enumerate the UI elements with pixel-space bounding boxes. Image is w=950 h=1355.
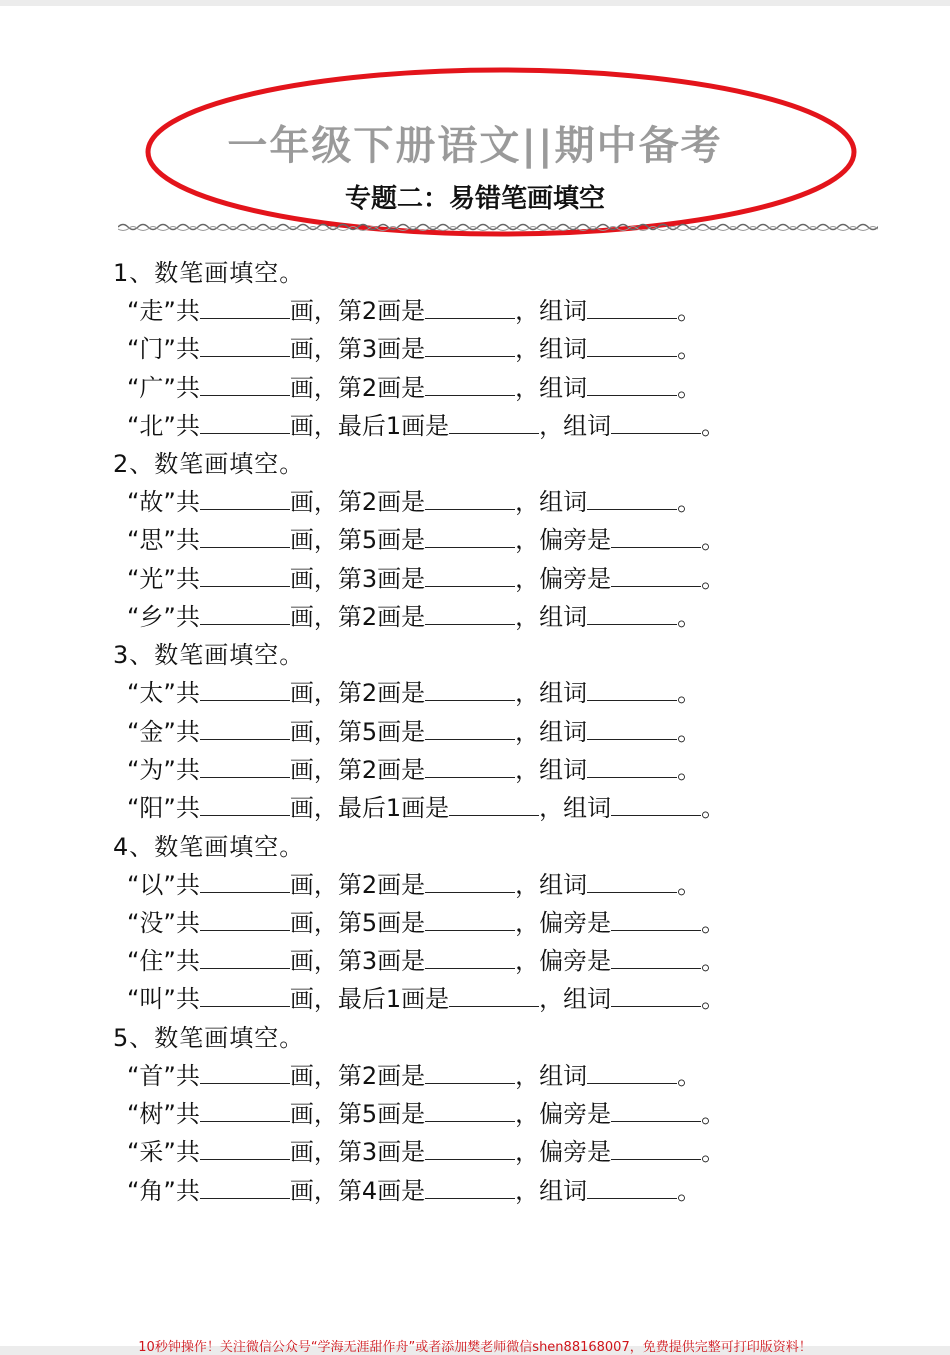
row-end-mark: 。 bbox=[677, 373, 702, 402]
stroke-question-label: 画，最后1画是 bbox=[289, 985, 450, 1014]
exercise-row bbox=[113, 292, 913, 330]
stroke-answer-blank[interactable] bbox=[425, 1139, 515, 1160]
row-end-mark: 。 bbox=[701, 908, 726, 937]
total-label: 共 bbox=[175, 947, 200, 976]
exercise-row bbox=[113, 483, 913, 521]
row-end-mark: 。 bbox=[677, 488, 702, 517]
stroke-count-blank[interactable] bbox=[200, 1101, 290, 1122]
tail-label: ，偏旁是 bbox=[515, 526, 612, 555]
target-character: “为” bbox=[127, 755, 176, 784]
stroke-answer-blank[interactable] bbox=[425, 1101, 515, 1122]
stroke-question-label: 画，第3画是 bbox=[289, 947, 426, 976]
stroke-question-label: 画，第2画是 bbox=[289, 297, 426, 325]
total-label: 共 bbox=[175, 526, 200, 555]
row-end-mark: 。 bbox=[677, 717, 702, 746]
exercise-row bbox=[113, 942, 913, 980]
total-label: 共 bbox=[175, 1138, 200, 1167]
stroke-count-blank[interactable] bbox=[200, 566, 290, 587]
stroke-answer-blank[interactable] bbox=[425, 489, 515, 510]
row-end-mark: 。 bbox=[701, 794, 726, 823]
exercise-row bbox=[113, 407, 913, 445]
tail-answer-blank[interactable] bbox=[611, 1101, 701, 1122]
exercise-row bbox=[113, 904, 913, 942]
row-end-mark: 。 bbox=[677, 679, 702, 708]
tail-label: ，组词 bbox=[515, 870, 588, 899]
stroke-count-blank[interactable] bbox=[200, 604, 290, 625]
row-end-mark: 。 bbox=[701, 411, 726, 440]
stroke-answer-blank[interactable] bbox=[425, 375, 515, 396]
stroke-count-blank[interactable] bbox=[200, 910, 290, 931]
stroke-count-blank[interactable] bbox=[200, 1063, 290, 1084]
total-label: 共 bbox=[175, 603, 200, 632]
exercise-row bbox=[113, 1172, 913, 1210]
stroke-question-label: 画，第2画是 bbox=[289, 870, 426, 899]
tail-answer-blank[interactable] bbox=[587, 604, 677, 625]
tail-answer-blank[interactable] bbox=[587, 1063, 677, 1084]
stroke-count-blank[interactable] bbox=[200, 489, 290, 510]
exercise-row bbox=[113, 751, 913, 789]
total-label: 共 bbox=[175, 1176, 200, 1205]
page-subtitle: 专题二：易错笔画填空 bbox=[344, 184, 605, 214]
stroke-answer-blank[interactable] bbox=[425, 336, 515, 357]
stroke-question-label: 画，第3画是 bbox=[289, 335, 426, 364]
stroke-question-label: 画，第5画是 bbox=[289, 1100, 426, 1129]
total-label: 共 bbox=[175, 755, 200, 784]
tail-answer-blank[interactable] bbox=[611, 566, 701, 587]
tail-label: ，组词 bbox=[539, 411, 612, 440]
tail-label: ，组词 bbox=[515, 603, 588, 632]
stroke-question-label: 画，第2画是 bbox=[289, 755, 426, 784]
stroke-question-label: 画，第4画是 bbox=[289, 1176, 426, 1205]
target-character: “广” bbox=[127, 373, 176, 402]
exercise-row bbox=[113, 674, 913, 712]
tail-answer-blank[interactable] bbox=[587, 757, 677, 778]
exercise-row bbox=[113, 866, 913, 904]
stroke-count-blank[interactable] bbox=[200, 375, 290, 396]
stroke-question-label: 画，第2画是 bbox=[289, 488, 426, 517]
target-character: “以” bbox=[127, 870, 176, 899]
tail-label: ，组词 bbox=[539, 985, 612, 1014]
tail-answer-blank[interactable] bbox=[611, 527, 701, 548]
row-end-mark: 。 bbox=[677, 1176, 702, 1205]
row-end-mark: 。 bbox=[677, 603, 702, 632]
stroke-question-label: 画，第3画是 bbox=[289, 1138, 426, 1167]
tail-answer-blank[interactable] bbox=[587, 1178, 677, 1199]
tail-label: ，组词 bbox=[539, 794, 612, 823]
stroke-answer-blank[interactable] bbox=[449, 413, 539, 434]
stroke-count-blank[interactable] bbox=[200, 298, 290, 319]
stroke-count-blank[interactable] bbox=[200, 757, 290, 778]
stroke-question-label: 画，第2画是 bbox=[289, 373, 426, 402]
tail-answer-blank[interactable] bbox=[611, 1139, 701, 1160]
stroke-answer-blank[interactable] bbox=[425, 872, 515, 893]
stroke-count-blank[interactable] bbox=[200, 413, 290, 434]
tail-label: ，偏旁是 bbox=[515, 1138, 612, 1167]
tail-label: ，组词 bbox=[515, 373, 588, 402]
section-heading: 3、数笔画填空。 bbox=[113, 641, 305, 670]
tail-label: ，偏旁是 bbox=[515, 947, 612, 976]
tail-label: ，偏旁是 bbox=[515, 1100, 612, 1129]
tail-answer-blank[interactable] bbox=[611, 413, 701, 434]
target-character: “北” bbox=[127, 411, 176, 440]
stroke-question-label: 画，第3画是 bbox=[289, 564, 426, 593]
section-heading: 2、数笔画填空。 bbox=[113, 450, 305, 479]
target-character: “思” bbox=[127, 526, 176, 555]
stroke-count-blank[interactable] bbox=[200, 527, 290, 548]
target-character: “树” bbox=[127, 1100, 176, 1129]
row-end-mark: 。 bbox=[677, 1061, 702, 1090]
total-label: 共 bbox=[175, 1061, 200, 1090]
stroke-question-label: 画，第5画是 bbox=[289, 526, 426, 555]
exercise-list bbox=[113, 254, 913, 1210]
tail-label: ，组词 bbox=[515, 335, 588, 364]
target-character: “太” bbox=[127, 679, 176, 708]
row-end-mark: 。 bbox=[701, 526, 726, 555]
total-label: 共 bbox=[175, 679, 200, 708]
total-label: 共 bbox=[175, 1100, 200, 1129]
stroke-count-blank[interactable] bbox=[200, 680, 290, 701]
total-label: 共 bbox=[175, 297, 200, 325]
tail-answer-blank[interactable] bbox=[611, 986, 701, 1007]
total-label: 共 bbox=[175, 373, 200, 402]
footer-notice: 10秒钟操作！关注微信公众号“学海无涯甜作舟”或者添加樊老师微信shen88168007，免费提供完整可打印版资料！ bbox=[138, 1340, 812, 1355]
tail-label: ，组词 bbox=[515, 1176, 588, 1205]
exercise-row bbox=[113, 713, 913, 751]
stroke-count-blank[interactable] bbox=[200, 986, 290, 1007]
row-end-mark: 。 bbox=[677, 297, 702, 325]
row-end-mark: 。 bbox=[701, 985, 726, 1014]
stroke-question-label: 画，第5画是 bbox=[289, 908, 426, 937]
stroke-answer-blank[interactable] bbox=[425, 757, 515, 778]
target-character: “门” bbox=[127, 335, 176, 364]
stroke-answer-blank[interactable] bbox=[425, 566, 515, 587]
stroke-count-blank[interactable] bbox=[200, 1178, 290, 1199]
stroke-question-label: 画，最后1画是 bbox=[289, 794, 450, 823]
page-title: 一年级下册语文||期中备考 bbox=[227, 123, 723, 169]
stroke-answer-blank[interactable] bbox=[425, 948, 515, 969]
target-character: “走” bbox=[127, 297, 176, 325]
exercise-row bbox=[113, 789, 913, 827]
target-character: “金” bbox=[127, 717, 176, 746]
stroke-answer-blank[interactable] bbox=[425, 680, 515, 701]
stroke-answer-blank[interactable] bbox=[425, 1178, 515, 1199]
target-character: “阳” bbox=[127, 794, 176, 823]
target-character: “故” bbox=[127, 488, 176, 517]
exercise-row bbox=[113, 330, 913, 368]
stroke-question-label: 画，第2画是 bbox=[289, 1061, 426, 1090]
target-character: “没” bbox=[127, 908, 176, 937]
tail-answer-blank[interactable] bbox=[587, 719, 677, 740]
target-character: “乡” bbox=[127, 603, 176, 632]
section-heading: 4、数笔画填空。 bbox=[113, 832, 305, 861]
stroke-question-label: 画，第2画是 bbox=[289, 679, 426, 708]
tail-answer-blank[interactable] bbox=[587, 872, 677, 893]
row-end-mark: 。 bbox=[677, 755, 702, 784]
stroke-question-label: 画，第2画是 bbox=[289, 603, 426, 632]
stroke-count-blank[interactable] bbox=[200, 872, 290, 893]
total-label: 共 bbox=[175, 488, 200, 517]
tail-label: ，组词 bbox=[515, 755, 588, 784]
target-character: “叫” bbox=[127, 985, 176, 1014]
total-label: 共 bbox=[175, 717, 200, 746]
row-end-mark: 。 bbox=[701, 1138, 726, 1167]
wave-divider bbox=[118, 220, 878, 234]
tail-answer-blank[interactable] bbox=[587, 680, 677, 701]
stroke-answer-blank[interactable] bbox=[425, 910, 515, 931]
total-label: 共 bbox=[175, 794, 200, 823]
exercise-row bbox=[113, 980, 913, 1018]
section-heading: 5、数笔画填空。 bbox=[113, 1023, 305, 1052]
tail-label: ，组词 bbox=[515, 297, 588, 325]
row-end-mark: 。 bbox=[701, 1100, 726, 1129]
stroke-answer-blank[interactable] bbox=[449, 986, 539, 1007]
total-label: 共 bbox=[175, 985, 200, 1014]
tail-answer-blank[interactable] bbox=[587, 336, 677, 357]
stroke-answer-blank[interactable] bbox=[425, 298, 515, 319]
tail-label: ，偏旁是 bbox=[515, 564, 612, 593]
stroke-count-blank[interactable] bbox=[200, 336, 290, 357]
tail-label: ，组词 bbox=[515, 1061, 588, 1090]
target-character: “首” bbox=[127, 1061, 176, 1090]
target-character: “光” bbox=[127, 564, 176, 593]
tail-label: ，偏旁是 bbox=[515, 908, 612, 937]
stroke-count-blank[interactable] bbox=[200, 719, 290, 740]
target-character: “住” bbox=[127, 947, 176, 976]
total-label: 共 bbox=[175, 335, 200, 364]
total-label: 共 bbox=[175, 411, 200, 440]
target-character: “角” bbox=[127, 1176, 176, 1205]
exercise-row bbox=[113, 521, 913, 559]
stroke-question-label: 画，最后1画是 bbox=[289, 411, 450, 440]
exercise-row bbox=[113, 369, 913, 407]
stroke-answer-blank[interactable] bbox=[425, 719, 515, 740]
tail-answer-blank[interactable] bbox=[587, 298, 677, 319]
total-label: 共 bbox=[175, 564, 200, 593]
exercise-row bbox=[113, 560, 913, 598]
row-end-mark: 。 bbox=[701, 947, 726, 976]
tail-answer-blank[interactable] bbox=[611, 795, 701, 816]
row-end-mark: 。 bbox=[701, 564, 726, 593]
section-heading: 1、数笔画填空。 bbox=[113, 259, 305, 287]
total-label: 共 bbox=[175, 908, 200, 937]
stroke-count-blank[interactable] bbox=[200, 1139, 290, 1160]
stroke-answer-blank[interactable] bbox=[425, 604, 515, 625]
worksheet-page bbox=[0, 6, 950, 1346]
tail-label: ，组词 bbox=[515, 488, 588, 517]
exercise-row bbox=[113, 598, 913, 636]
exercise-row bbox=[113, 1057, 913, 1095]
tail-answer-blank[interactable] bbox=[611, 948, 701, 969]
stroke-count-blank[interactable] bbox=[200, 795, 290, 816]
stroke-answer-blank[interactable] bbox=[425, 1063, 515, 1084]
exercise-row bbox=[113, 1133, 913, 1171]
row-end-mark: 。 bbox=[677, 870, 702, 899]
stroke-answer-blank[interactable] bbox=[449, 795, 539, 816]
stroke-answer-blank[interactable] bbox=[425, 527, 515, 548]
tail-label: ，组词 bbox=[515, 717, 588, 746]
tail-answer-blank[interactable] bbox=[611, 910, 701, 931]
exercise-row bbox=[113, 1095, 913, 1133]
row-end-mark: 。 bbox=[677, 335, 702, 364]
tail-label: ，组词 bbox=[515, 679, 588, 708]
tail-answer-blank[interactable] bbox=[587, 489, 677, 510]
stroke-count-blank[interactable] bbox=[200, 948, 290, 969]
target-character: “采” bbox=[127, 1138, 176, 1167]
tail-answer-blank[interactable] bbox=[587, 375, 677, 396]
stroke-question-label: 画，第5画是 bbox=[289, 717, 426, 746]
total-label: 共 bbox=[175, 870, 200, 899]
